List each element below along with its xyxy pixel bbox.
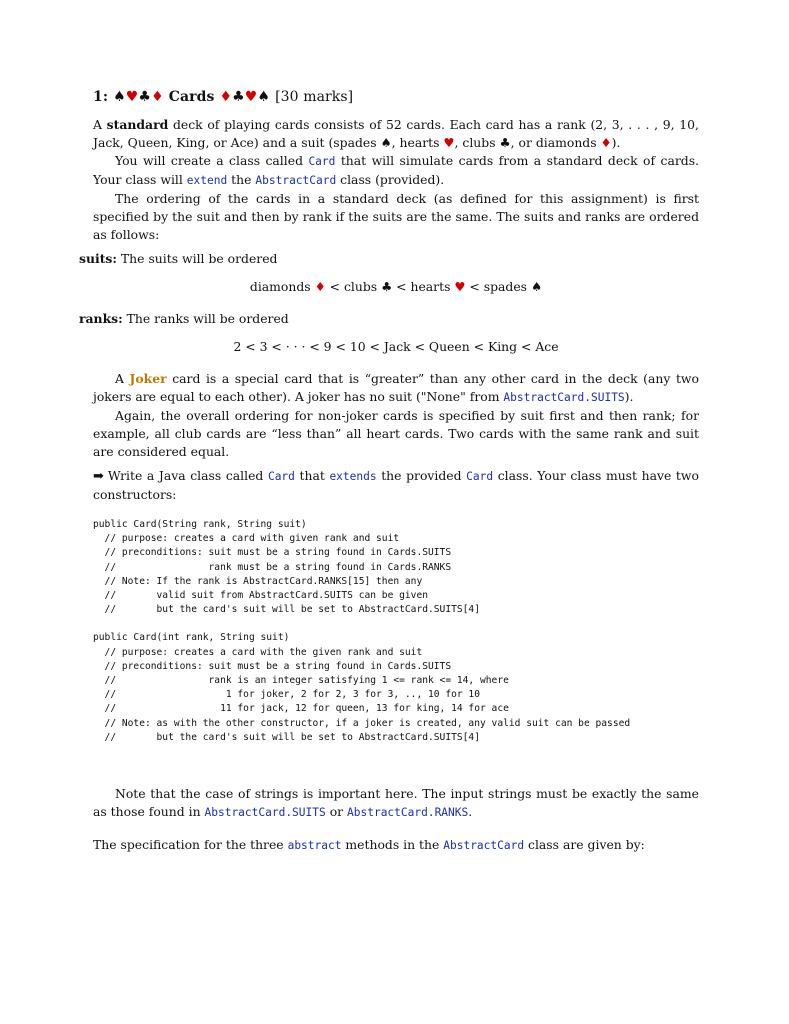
diamond-icon: ♦ [314, 279, 326, 294]
constructor-1-code: public Card(String rank, String suit) // purpose: creates a card with given rank and suit // preconditions: suit must be a string found in Cards.SUITS // rank must be a string found in Cards.RANKS // Note: If the rank is AbstractCard.RANKS[15] then any // valid suit from AbstractCard.SUITS can be given // but the card's suit will be set to AbstractCard.SUITS[4] [93, 519, 480, 616]
section-heading [93, 88, 699, 106]
abstractcard-class-ref: AbstractCard [255, 174, 337, 187]
heading-suits-right [219, 89, 275, 105]
task-paragraph: ➡ Write a Java class called Card that extends the provided Card class. Your class must have two constructors: [93, 468, 699, 502]
class-paragraph: You will create a class called Card that will simulate cards from a standard deck of cards. Your class will extend the AbstractCard class (provided). [93, 153, 699, 187]
club-icon: ♣ [232, 89, 245, 105]
club-icon: ♣ [381, 279, 393, 294]
spade-icon: ♠ [257, 89, 271, 105]
joker-paragraph: A Joker card is a special card that is “greater” than any other card in the deck (any two jokers are equal to each other). A joker has no suit ("None" from AbstractCard.SUITS). [93, 371, 699, 404]
arrow-right-icon: ➡ [93, 469, 104, 484]
suits-label: suits: [79, 251, 117, 266]
ranks-definition: ranks: The ranks will be ordered [79, 311, 289, 326]
suits-definition: suits: The suits will be ordered [79, 251, 278, 266]
card-class-ref: Card [308, 155, 336, 168]
case-note-paragraph: Note that the case of strings is important here. The input strings must be exactly the same as those found in AbstractCard.SUITS or AbstractCard.RANKS. [93, 786, 699, 820]
extend-keyword: extend [186, 174, 228, 187]
suits-ref: AbstractCard.SUITS [503, 391, 625, 404]
spade-icon: ♠ [113, 89, 126, 105]
ranks-ref: AbstractCard.RANKS [347, 806, 469, 820]
card-class-ref: Card [267, 470, 295, 483]
diamond-icon: ♦ [600, 135, 612, 150]
intro-paragraph: A standard deck of playing cards consists of 52 cards. Each card has a rank (2, 3, . . . , 9, 10, Jack, Queen, King, or Ace) and a suit (spades ♠, hearts ♥, clubs ♣, or diamonds ♦). [93, 117, 699, 150]
heart-icon: ♥ [443, 135, 455, 150]
marks-label: [30 marks] [275, 89, 354, 105]
joker-term: Joker [129, 371, 167, 386]
diamond-icon: ♦ [219, 89, 233, 105]
suits-order: diamonds ♦ < clubs ♣ < hearts ♥ < spades ♠ [249, 279, 543, 294]
ranks-label: ranks: [79, 311, 123, 326]
section-number: 1: [93, 89, 109, 105]
constructor-2-code: public Card(int rank, String suit) // purpose: creates a card with the given rank and suit // preconditions: suit must be a string found in Cards.SUITS // rank is an integer satisfying 1 <= rank <= 14, where // 1 for joker, 2 for 2, 3 for 3, .., 10 for 10 // 11 for jack, 12 for queen, 13 for king, 14 for ace // Note: as with the other constructor, if a joker is created, any valid suit can be passed // but the card's suit will be set to AbstractCard.SUITS[4] [93, 632, 631, 743]
club-icon: ♣ [138, 89, 152, 105]
extends-keyword: extends [329, 470, 377, 483]
heading-suits-left [113, 89, 169, 105]
spec-intro-paragraph: The specification for the three abstract methods in the AbstractCard class are given by: [93, 837, 645, 853]
section-title: Cards [168, 89, 215, 105]
ranks-order: 2 < 3 < · · · < 9 < 10 < Jack < Queen < King < Ace [233, 339, 559, 354]
standard-term: standard [106, 117, 169, 132]
club-icon: ♣ [499, 135, 511, 150]
heart-icon: ♥ [244, 89, 258, 105]
suits-ref: AbstractCard.SUITS [204, 806, 326, 820]
abstractcard-class-ref: AbstractCard [443, 839, 525, 853]
spade-icon: ♠ [530, 279, 543, 294]
ordering-paragraph: The ordering of the cards in a standard deck (as defined for this assignment) is first specified by the suit and then by rank if the suits are the same. The suits and ranks are ordered as follows: [93, 191, 699, 242]
heart-icon: ♥ [454, 279, 466, 294]
heart-icon: ♥ [125, 89, 139, 105]
card-class-ref: Card [466, 470, 494, 483]
diamond-icon: ♦ [151, 89, 164, 105]
abstract-keyword: abstract [287, 839, 342, 853]
spade-icon: ♠ [380, 135, 392, 150]
document-page [79, 88, 699, 855]
overall-ordering-paragraph: Again, the overall ordering for non-joker cards is specified by suit first and then rank; for example, all club cards are “less than” all heart cards. Two cards with the same rank and suit are considered equal. [93, 408, 699, 459]
